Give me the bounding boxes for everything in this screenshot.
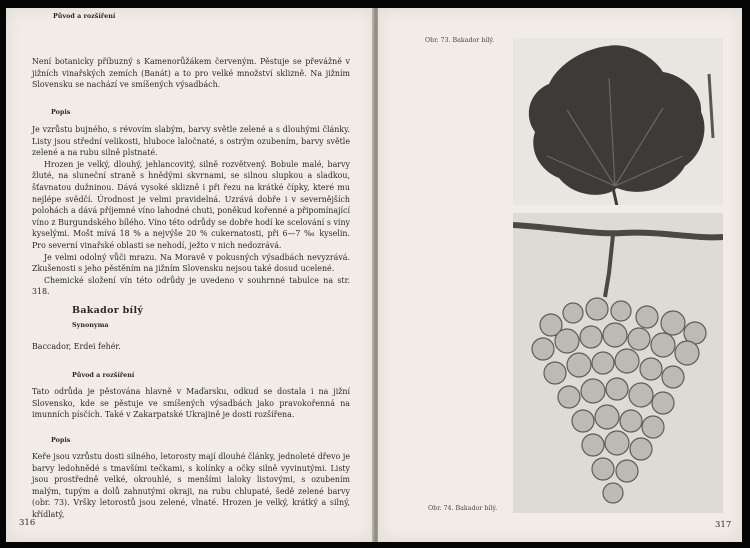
popis-paragraph: Je velmi odolný vůči mrazu. Na Moravě v pokusných výsadbách nevyzrává. Zkušenosti s jeho pěstěním na jižním Slovensku nejsou také dosud ucelené.	[32, 252, 350, 274]
popis2-heading: Popis	[51, 436, 71, 444]
grape-cluster-illustration	[513, 213, 723, 513]
puvod-paragraph: Tato odrůda je pěstována hlavně v Maďarsku, odkud se dostala i na jižní Slovensko, kde se pěstuje ve smíšených výsadbách jako pravokořenná na imunních písčích. Také v Zakarpatské Ukrajině je dosti rozšířena.	[32, 387, 350, 420]
popis-paragraph: Je vzrůstu bujného, s révovím slabým, barvy světle zelené a s dlouhými články. Listy jsou střední velikosti, hluboce laločnaté, s ostrým ozubením, barvy světle zelené a na rubu silně plstnaté.	[32, 125, 350, 158]
popis-paragraph: Hrozen je velký, dlouhý, jehlancovitý, silně rozvětvený. Bobule malé, barvy žluté, na sluneční straně s hnědými skvrnami, se silnou slupkou a sladkou, šťavnatou dužninou. Dává vysoké sklizně i při řezu na krátké čípky, které mu nejlépe svědčí. Úrodnost je velmi pravidelná. Uzrává dobře i v severnějších polohách a dává příjemné víno lahodné chuti, poněkud kořenné a připomínající víno z Burgundského bílého. Víno této odrůdy se dobře hodí ke scelování s víny kyselými. Mošt mívá 18 % a nejvýše 20 % cukernatosti, při 6—7 ‰ kyselin. Pro severní vinařské oblasti se nehodí, ježto v nich nedozrává.	[32, 159, 350, 250]
page-number-right: 317	[715, 520, 732, 530]
synonyma-text: Baccador, Erdei fehér.	[32, 342, 121, 351]
variety-title: Bakador bílý	[72, 305, 144, 316]
running-header: Původ a rozšíření	[53, 12, 116, 20]
right-page	[378, 8, 742, 542]
popis-heading: Popis	[51, 108, 71, 116]
synonyma-heading: Synonyma	[72, 321, 109, 329]
left-page	[6, 8, 374, 542]
leaf-photo	[513, 38, 723, 205]
popis-paragraph: Chemické složení vín této odrůdy je uvedeno v souhrnné tabulce na str. 318.	[32, 275, 350, 297]
grape-cluster-photo	[513, 213, 723, 513]
intro-paragraph: Není botanicky příbuzný s Kamenorůžákem červeným. Pěstuje se převážně v jižních vinařských zemích (Banát) a to pro velké množství sklizně. Na jižním Slovensku se nachází ve smíšených výsadbách.	[32, 57, 350, 90]
popis-section	[32, 124, 350, 298]
caption-figure-74: Obr. 74. Bakador bílý.	[428, 505, 498, 512]
caption-figure-73: Obr. 73. Bakador bílý.	[425, 37, 495, 44]
grape-leaf-illustration	[513, 38, 723, 205]
puvod-heading: Původ a rozšíření	[72, 371, 135, 379]
popis2-paragraph: Keře jsou vzrůstu dosti silného, letorosty mají dlouhé články, jednoleté dřevo je barvy ledohnědé s tmavšími tečkami, s kolínky a očky silně vyvinutými. Listy jsou prostředně velké, okrouhlé, s menšími laloky listovými, s ozubením malým, tupým a dolů zahnutými okraji, na rubu chlupaté, šedě zelené barvy (obr. 73). Vršky letorostů jsou zelené, vlnaté. Hrozen je velký, krátký a silný, křídlatý,	[32, 452, 350, 519]
page-number-left: 316	[19, 518, 36, 528]
